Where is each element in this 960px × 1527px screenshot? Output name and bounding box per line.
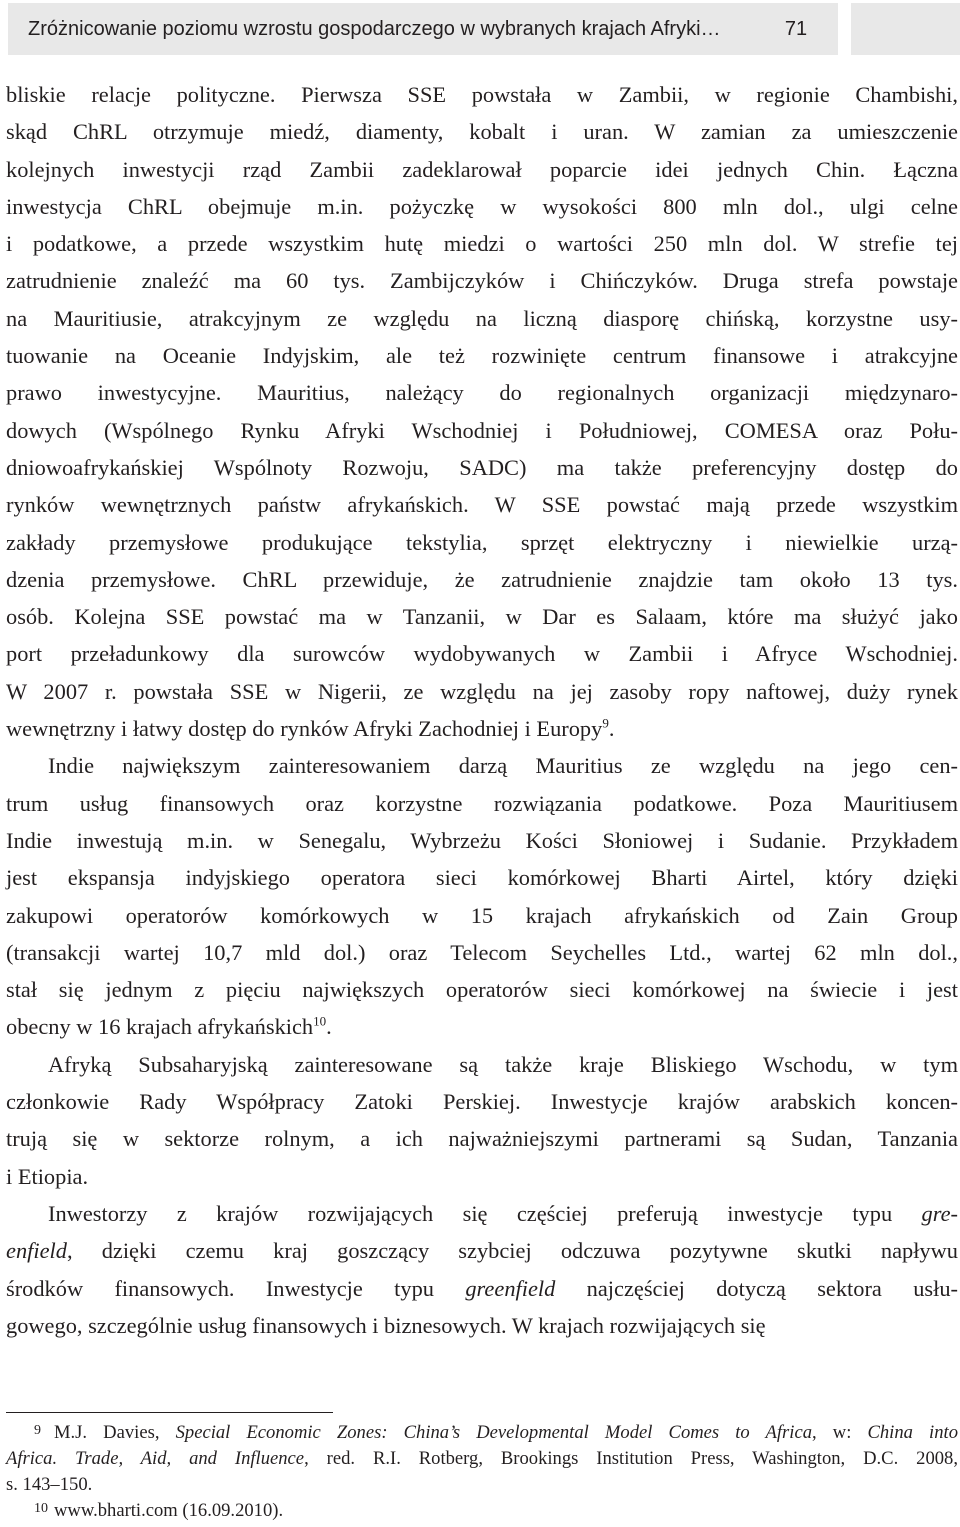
text-line: zatrudnienie znaleźć ma 60 tys. Zambijczyków i Chińczyków. Druga strefa powstaje bbox=[6, 268, 958, 294]
text-line: tuowanie na Oceanie Indyjskim, ale też rozwinięte centrum finansowe i atrakcyjne bbox=[6, 343, 958, 369]
text-line: obecny w 16 krajach afrykańskich$^{10}$. bbox=[6, 1013, 332, 1040]
footnote-ref[interactable]: 10 bbox=[313, 1013, 327, 1029]
text-line: i Etiopia. bbox=[6, 1163, 89, 1189]
text-line: inwestycja ChRL obejmuje m.in. pożyczkę w wysokości 800 mln dol., ulgi celne bbox=[6, 193, 958, 219]
footnote-9 bbox=[6, 1420, 958, 1498]
paragraph-4 bbox=[6, 1195, 958, 1344]
text-line: wewnętrzny i łatwy dostęp do rynków Afryki Zachodniej i Europy$^9$. bbox=[6, 715, 615, 742]
text-line: rynków wewnętrznych państw afrykańskich. W SSE powstać mają przede wszystkim bbox=[6, 492, 958, 518]
text-line: Indie inwestują m.in. w Senegalu, Wybrzeżu Kości Słoniowej i Sudanie. Przykładem bbox=[6, 827, 958, 853]
running-title: Zróżnicowanie poziomu wzrostu gospodarczego w wybranych krajach Afryki… bbox=[28, 18, 721, 40]
page-number: 71 bbox=[784, 18, 808, 40]
footnote-line: Africa. Trade, Aid, and Influence, red. R.I. Rotberg, Brookings Institution Press, Washington, D.C. 2008, bbox=[6, 1448, 958, 1469]
footnote-number: 9 bbox=[34, 1423, 41, 1438]
footnote-link[interactable]: www.bharti.com (16.09.2010). bbox=[54, 1500, 284, 1521]
text-line: W 2007 r. powstała SSE w Nigerii, ze względu na jej zasoby ropy naftowej, duży rynek bbox=[6, 678, 958, 704]
text-line: port przeładunkowy dla surowców wydobywanych w Zambii i Afryce Wschodniej. bbox=[6, 641, 958, 667]
text-line: enfield, dzięki czemu kraj goszczący szybciej odczuwa pozytywne skutki napływu bbox=[6, 1238, 958, 1264]
text-line: Afryką Subsaharyjską zainteresowane są także kraje Bliskiego Wschodu, w tym bbox=[48, 1051, 958, 1077]
text-line: (transakcji wartej 10,7 mld dol.) oraz Telecom Seychelles Ltd., wartej 62 mln dol., bbox=[6, 939, 958, 965]
footnote-rule bbox=[6, 1412, 333, 1413]
text-line: Inwestorzy z krajów rozwijających się częściej preferują inwestycje typu gre- bbox=[48, 1200, 958, 1226]
text-line: środków finansowych. Inwestycje typu greenfield najczęściej dotyczą sektora usłu- bbox=[6, 1275, 958, 1301]
text-line: dniowoafrykańskiej Wspólnoty Rozwoju, SADC) ma także preferencyjny dostęp do bbox=[6, 454, 958, 480]
running-header bbox=[8, 3, 838, 55]
text-line: skąd ChRL otrzymuje miedź, diamenty, kobalt i uran. W zamian za umieszczenie bbox=[6, 119, 958, 145]
paragraph-3 bbox=[6, 1046, 958, 1195]
footnote-line: s. 143–150. bbox=[6, 1474, 93, 1495]
text-line: zakupowi operatorów komórkowych w 15 krajach afrykańskich od Zain Group bbox=[6, 902, 958, 928]
text-line: kolejnych inwestycji rząd Zambii zadeklarował poparcie idei jednych Chin. Łączna bbox=[6, 156, 958, 182]
footnote-number: 10 bbox=[34, 1501, 48, 1516]
text-line: stał się jednym z pięciu największych operatorów sieci komórkowej na świecie i jest bbox=[6, 977, 958, 1003]
text-line: na Mauritiusie, atrakcyjnym ze względu na liczną diasporę chińską, korzystne usy- bbox=[6, 305, 958, 331]
footnote-line bbox=[6, 1498, 958, 1524]
text-line: dowych (Wspólnego Rynku Afryki Wschodniej i Południowej, COMESA oraz Połu- bbox=[6, 417, 958, 443]
footnote-10 bbox=[6, 1498, 958, 1524]
text-line: bliskie relacje polityczne. Pierwsza SSE powstała w Zambii, w regionie Chambishi, bbox=[6, 82, 958, 107]
text-line: trum usług finansowych oraz korzystne rozwiązania podatkowe. Poza Mauritiusem bbox=[6, 790, 958, 816]
text-line: osób. Kolejna SSE powstać ma w Tanzanii, w Dar es Salaam, które ma służyć jako bbox=[6, 604, 958, 630]
footnote-line: 9 M.J. Davies, Special Economic Zones: China’s Developmental Model Comes to Africa, w: China into bbox=[6, 1420, 958, 1446]
text-line: jest ekspansja indyjskiego operatora sieci komórkowej Bharti Airtel, który dzięki bbox=[6, 865, 958, 891]
header-stripe bbox=[851, 3, 960, 55]
footnote-ref[interactable]: 9 bbox=[602, 715, 609, 731]
main-text bbox=[6, 76, 958, 1344]
paragraph-2 bbox=[6, 747, 958, 1045]
text-line: dzenia przemysłowe. ChRL przewiduje, że zatrudnienie znajdzie tam około 13 tys. bbox=[6, 566, 958, 592]
text-line: zakłady przemysłowe produkujące tekstylia, sprzęt elektryczny i niewielkie urzą- bbox=[6, 529, 958, 555]
text-line: i podatkowe, a przede wszystkim hutę miedzi o wartości 250 mln dol. W strefie tej bbox=[6, 231, 958, 257]
text-line: trują się w sektorze rolnym, a ich najważniejszymi partnerami są Sudan, Tanzania bbox=[6, 1126, 958, 1152]
text-line: Indie największym zainteresowaniem darzą Mauritius ze względu na jego cen- bbox=[48, 753, 958, 779]
text-line: członkowie Rady Współpracy Zatoki Perskiej. Inwestycje krajów arabskich koncen- bbox=[6, 1089, 958, 1115]
paragraph-1 bbox=[6, 76, 958, 747]
text-line: gowego, szczególnie usług finansowych i biznesowych. W krajach rozwijających się bbox=[6, 1312, 766, 1338]
footnotes bbox=[6, 1420, 958, 1524]
text-line: prawo inwestycyjne. Mauritius, należący do regionalnych organizacji międzynaro- bbox=[6, 380, 958, 406]
